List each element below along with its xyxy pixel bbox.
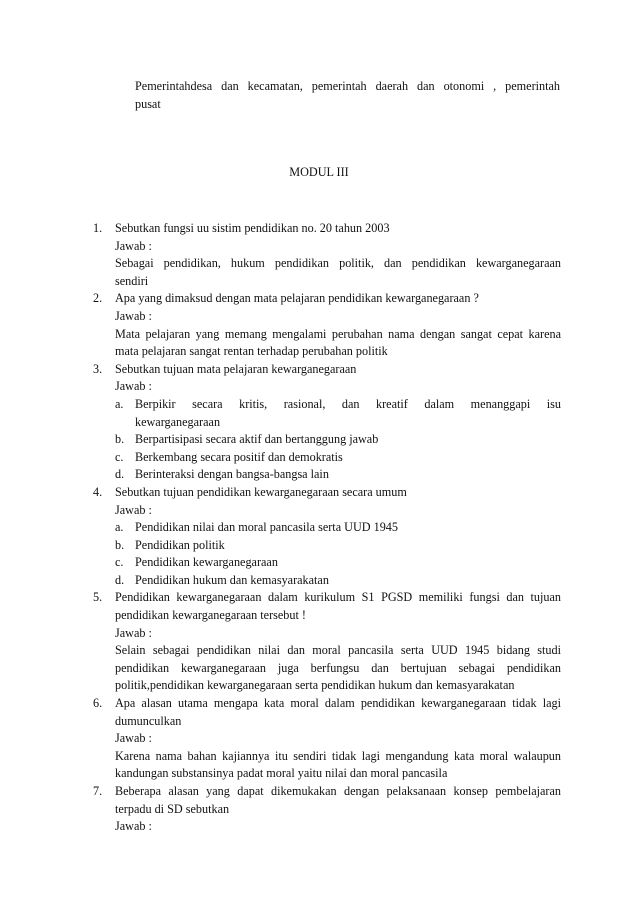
answer-letter: a. xyxy=(115,520,124,535)
answer-list-item xyxy=(115,466,561,484)
answer-list-item xyxy=(115,554,561,572)
answer-item-text: Berinteraksi dengan bangsa-bangsa lain xyxy=(135,467,329,482)
question-number: 6. xyxy=(93,696,103,711)
answer-list xyxy=(115,519,561,589)
question-item xyxy=(93,361,561,484)
question-text: Sebutkan tujuan pendidikan kewarganegaraan secara umum xyxy=(115,484,407,499)
question-item xyxy=(93,783,561,836)
answer-line: Selain sebagai pendidikan nilai dan moral pancasila serta UUD 1945 bidang studi xyxy=(115,643,561,658)
answer-letter: d. xyxy=(115,572,125,587)
answer-letter: d. xyxy=(115,467,125,482)
answer-letter: c. xyxy=(115,449,124,464)
question-item xyxy=(93,290,561,360)
answer-letter: b. xyxy=(115,537,125,552)
question-list xyxy=(93,220,561,836)
answer-item-text: Pendidikan kewarganegaraan xyxy=(135,555,278,570)
question-item xyxy=(93,589,561,695)
jawab-label: Jawab : xyxy=(115,308,152,323)
answer-list-item xyxy=(115,449,561,467)
question-text: Apa alasan utama mengapa kata moral dalam pendidikan kewarganegaraan tidak lagi xyxy=(115,696,561,711)
intro-line: Pemerintahdesa dan kecamatan, pemerintah daerah dan otonomi , pemerintah xyxy=(135,79,560,93)
answer-letter: b. xyxy=(115,432,125,447)
question-text: Sebutkan fungsi uu sistim pendidikan no. 20 tahun 2003 xyxy=(115,221,390,235)
question-item xyxy=(93,220,561,290)
jawab-label: Jawab : xyxy=(115,819,152,834)
question-item xyxy=(93,484,561,590)
answer-item-text: Pendidikan nilai dan moral pancasila serta UUD 1945 xyxy=(135,520,398,535)
answer-line: Karena nama bahan kajiannya itu sendiri tidak lagi mengandung kata moral walaupun xyxy=(115,748,561,763)
question-text: Sebutkan tujuan mata pelajaran kewarganegaraan xyxy=(115,361,357,376)
answer-list-item xyxy=(115,431,561,449)
question-number: 5. xyxy=(93,590,103,605)
answer-item-text: kewarganegaraan xyxy=(135,414,221,429)
jawab-label: Jawab : xyxy=(115,625,152,640)
answer-list-item xyxy=(115,519,561,537)
answer-letter: c. xyxy=(115,555,124,570)
answer-line: pendidikan kewarganegaraan juga berfungsu dan bertujuan sebagai pendidikan xyxy=(115,660,561,675)
question-item xyxy=(93,695,561,783)
jawab-label: Jawab : xyxy=(115,502,152,517)
intro-paragraph xyxy=(135,78,560,113)
question-number: 2. xyxy=(93,291,103,306)
question-text: terpadu di SD sebutkan xyxy=(115,801,230,816)
answer-list-item xyxy=(115,537,561,555)
answer-item-text: Pendidikan politik xyxy=(135,537,225,552)
module-title: MODUL III xyxy=(289,165,349,179)
question-number: 1. xyxy=(93,221,103,235)
answer-line: Sebagai pendidikan, hukum pendidikan politik, dan pendidikan kewarganegaraan xyxy=(115,256,561,271)
answer-line: politik,pendidikan kewarganegaraan serta pendidikan hukum dan kemasyarakatan xyxy=(115,678,515,693)
question-number: 4. xyxy=(93,484,103,499)
intro-line: pusat xyxy=(135,96,161,111)
answer-list-item xyxy=(115,396,561,431)
question-text: dumunculkan xyxy=(115,713,182,728)
question-number: 7. xyxy=(93,784,103,798)
answer-item-text: Berkembang secara positif dan demokratis xyxy=(135,449,343,464)
answer-line: Mata pelajaran yang memang mengalami perubahan nama dengan sangat cepat karena xyxy=(115,326,561,341)
question-text: Apa yang dimaksud dengan mata pelajaran pendidikan kewarganegaraan ? xyxy=(115,291,479,306)
answer-item-text: Berpikir secara kritis, rasional, dan kreatif dalam menanggapi isu xyxy=(135,396,561,411)
jawab-label: Jawab : xyxy=(115,731,152,746)
question-number: 3. xyxy=(93,361,103,376)
question-text: Beberapa alasan yang dapat dikemukakan dengan pelaksanaan konsep pembelajaran xyxy=(115,784,561,798)
answer-list xyxy=(115,396,561,484)
answer-letter: a. xyxy=(115,396,124,411)
answer-item-text: Berpartisipasi secara aktif dan bertanggung jawab xyxy=(135,432,379,447)
jawab-label: Jawab : xyxy=(115,379,152,394)
answer-list-item xyxy=(115,572,561,590)
jawab-label: Jawab : xyxy=(115,238,152,253)
answer-line: mata pelajaran sangat rentan terhadap perubahan politik xyxy=(115,344,388,359)
question-text: pendidikan kewarganegaraan tersebut ! xyxy=(115,608,306,623)
question-text: Pendidikan kewarganegaraan dalam kurikulum S1 PGSD memiliki fungsi dan tujuan xyxy=(115,590,561,605)
answer-line: kandungan substansinya padat moral yaitu nilai dan moral pancasila xyxy=(115,766,448,781)
answer-item-text: Pendidikan hukum dan kemasyarakatan xyxy=(135,572,329,587)
answer-line: sendiri xyxy=(115,273,149,288)
